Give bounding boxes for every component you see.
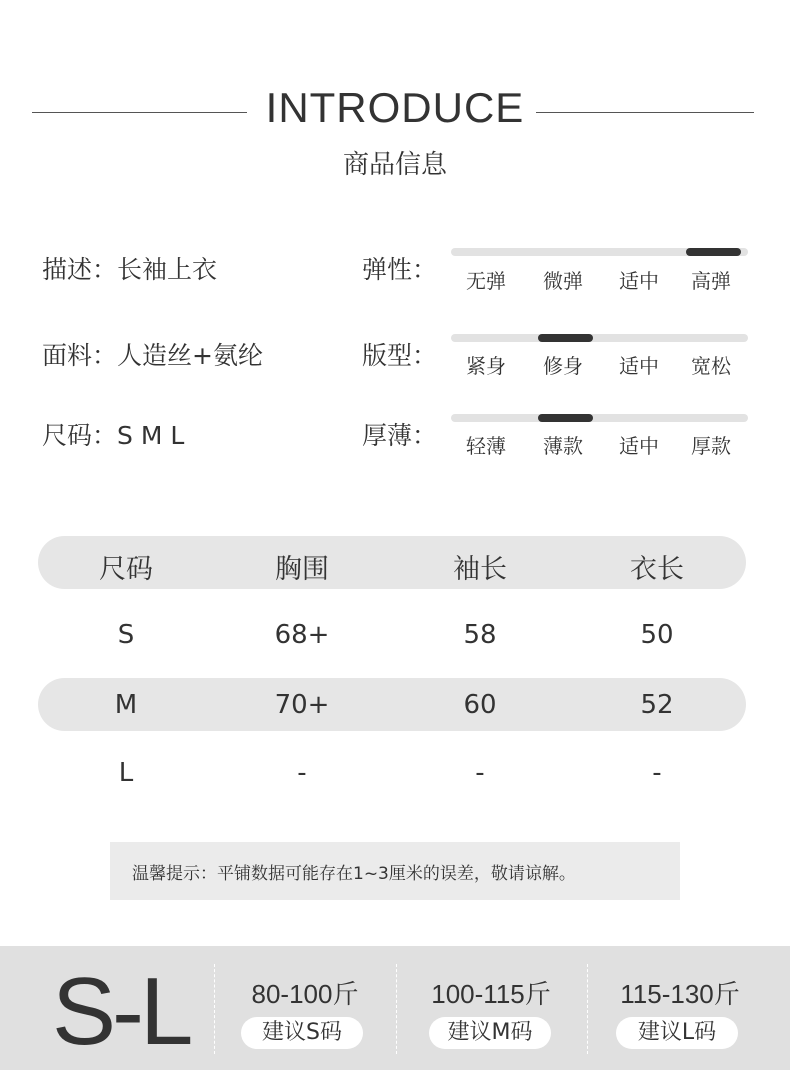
table-cell: L: [118, 758, 134, 788]
measurement-note-box: [110, 842, 680, 900]
thickness-option: 厚款: [691, 434, 731, 458]
thickness-track: [451, 414, 748, 422]
weight-range: 80-100斤: [251, 979, 359, 1009]
elasticity-marker: [686, 248, 741, 256]
table-header-cell: 尺码: [99, 554, 153, 585]
elasticity-label: 弹性：: [362, 255, 438, 284]
table-header-cell: 衣长: [630, 554, 684, 585]
divider: [214, 964, 215, 1054]
thickness-option: 薄款: [543, 434, 583, 458]
size-range-label: S-L: [52, 958, 190, 1065]
page-subtitle: 商品信息: [342, 150, 447, 180]
size-suggestion-badge: 建议L码: [616, 1017, 738, 1049]
table-cell: -: [297, 758, 307, 788]
measurement-note-text: 温馨提示：平铺数据可能存在1~3厘米的误差，敬请谅解。: [132, 864, 576, 884]
thickness-marker: [538, 414, 593, 422]
description-text: 描述：长袖上衣: [42, 255, 218, 284]
sizes-text: 尺码：S M L: [42, 421, 185, 450]
elasticity-track: [451, 248, 748, 256]
table-cell: -: [475, 758, 485, 788]
table-cell: M: [114, 690, 138, 720]
fit-option: 宽松: [691, 354, 731, 378]
table-header-cell: 袖长: [453, 554, 507, 585]
table-cell: 50: [640, 620, 674, 650]
elasticity-option: 适中: [619, 269, 659, 293]
material-text: 面料：人造丝+氨纶: [42, 341, 263, 370]
weight-range: 100-115斤: [431, 979, 551, 1009]
table-cell: 60: [463, 690, 497, 720]
thickness-option: 适中: [619, 434, 659, 458]
elasticity-option: 微弹: [543, 269, 583, 293]
fit-track: [451, 334, 748, 342]
table-header-cell: 胸围: [275, 554, 329, 585]
size-suggestion-badge: 建议S码: [241, 1017, 363, 1049]
table-cell: 68+: [274, 620, 330, 650]
fit-marker: [538, 334, 593, 342]
fit-option: 紧身: [466, 354, 506, 378]
table-cell: 58: [463, 620, 497, 650]
thickness-option: 轻薄: [466, 434, 506, 458]
fit-option: 适中: [619, 354, 659, 378]
page-title: INTRODUCE: [265, 84, 525, 131]
elasticity-option: 高弹: [691, 269, 731, 293]
fit-label: 版型：: [362, 341, 438, 370]
table-cell: 70+: [274, 690, 330, 720]
fit-option: 修身: [543, 354, 583, 378]
table-cell: 52: [640, 690, 674, 720]
divider: [587, 964, 588, 1054]
thickness-label: 厚薄：: [362, 421, 438, 450]
size-suggestion-badge: 建议M码: [429, 1017, 551, 1049]
weight-range: 115-130斤: [620, 979, 740, 1009]
divider: [396, 964, 397, 1054]
elasticity-option: 无弹: [466, 269, 506, 293]
table-cell: -: [652, 758, 662, 788]
weight-recommendation-footer: [0, 946, 790, 1070]
table-cell: S: [117, 620, 135, 650]
